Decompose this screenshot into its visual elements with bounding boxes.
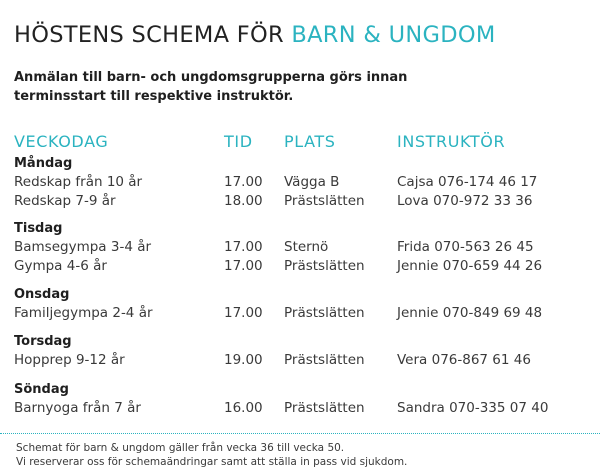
place: Vägga B	[284, 174, 340, 190]
schedule-row	[0, 193, 600, 212]
schedule-row	[0, 400, 600, 419]
schedule-row	[0, 352, 600, 371]
activity: Barnyoga från 7 år	[14, 400, 141, 416]
schedule-row	[0, 258, 600, 277]
column-header-instructor: INSTRUKTÖR	[397, 132, 506, 151]
activity: Redskap 7-9 år	[14, 193, 116, 209]
column-header-place: PLATS	[284, 132, 336, 151]
instructor: Frida 070-563 26 45	[397, 239, 534, 255]
time: 17.00	[224, 305, 263, 321]
intro-line-2: terminsstart till respektive instruktör.	[14, 89, 294, 104]
day-heading-thursday: Torsdag	[14, 334, 72, 349]
title-main: HÖSTENS SCHEMA FÖR	[14, 22, 284, 48]
footer-line-1: Schemat för barn & ungdom gäller från vecka 36 till vecka 50.	[16, 442, 345, 454]
day-heading-monday: Måndag	[14, 156, 73, 171]
activity: Bamsegympa 3-4 år	[14, 239, 152, 255]
place: Prästslätten	[284, 305, 365, 321]
time: 19.00	[224, 352, 263, 368]
schedule-row	[0, 174, 600, 193]
time: 17.00	[224, 174, 263, 190]
activity: Redskap från 10 år	[14, 174, 143, 190]
place: Prästslätten	[284, 400, 365, 416]
time: 16.00	[224, 400, 263, 416]
activity: Hopprep 9-12 år	[14, 352, 125, 368]
schedule-row	[0, 305, 600, 324]
column-header-day: VECKODAG	[14, 132, 109, 151]
activity: Familjegympa 2-4 år	[14, 305, 153, 321]
place: Sternö	[284, 239, 329, 255]
day-heading-sunday: Söndag	[14, 382, 69, 397]
day-heading-wednesday: Onsdag	[14, 287, 70, 302]
instructor: Vera 076-867 61 46	[397, 352, 531, 368]
time: 17.00	[224, 258, 263, 274]
page-title	[14, 22, 496, 48]
place: Prästslätten	[284, 352, 365, 368]
intro-line-1: Anmälan till barn- och ungdomsgrupperna görs innan	[14, 70, 408, 85]
footer-note	[16, 441, 407, 469]
intro-text	[14, 68, 574, 106]
title-accent: BARN & UNGDOM	[291, 22, 496, 48]
day-heading-tuesday: Tisdag	[14, 221, 63, 236]
instructor: Cajsa 076-174 46 17	[397, 174, 538, 190]
place: Prästslätten	[284, 258, 365, 274]
column-header-time: TID	[224, 132, 253, 151]
time: 18.00	[224, 193, 263, 209]
schedule-row	[0, 239, 600, 258]
dotted-divider	[0, 433, 600, 434]
time: 17.00	[224, 239, 263, 255]
instructor: Lova 070-972 33 36	[397, 193, 533, 209]
instructor: Sandra 070-335 07 40	[397, 400, 549, 416]
footer-line-2: Vi reserverar oss för schemaändringar samt att ställa in pass vid sjukdom.	[16, 456, 408, 468]
place: Prästslätten	[284, 193, 365, 209]
instructor: Jennie 070-849 69 48	[397, 305, 543, 321]
activity: Gympa 4-6 år	[14, 258, 107, 274]
instructor: Jennie 070-659 44 26	[397, 258, 543, 274]
